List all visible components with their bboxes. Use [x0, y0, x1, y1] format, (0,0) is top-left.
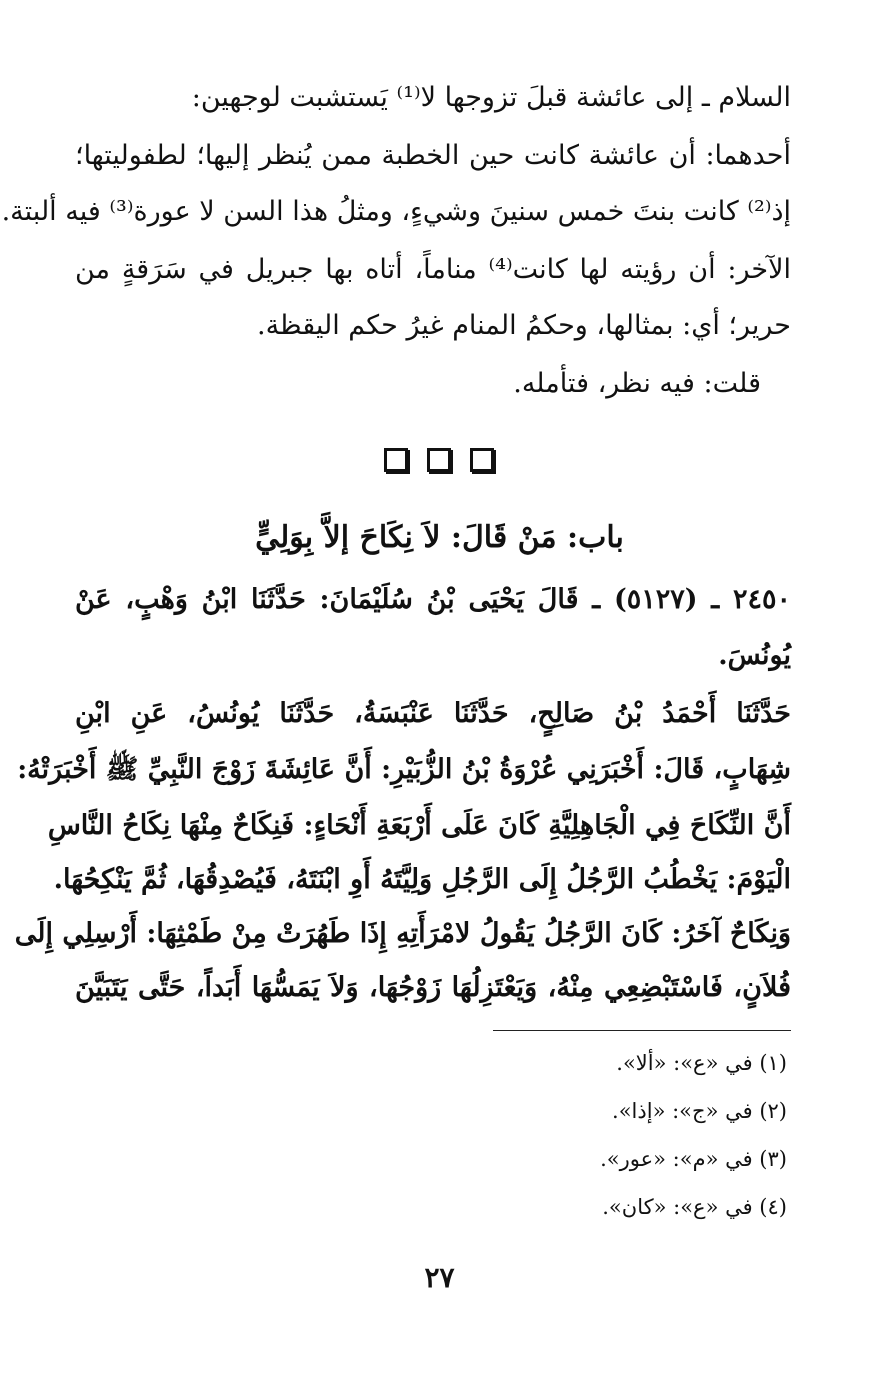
commentary-line-2: أحدهما: أن عائشة كانت حين الخطبة ممن يُنظر إليها؛ لطفوليتها؛	[75, 140, 791, 171]
section-separator	[384, 448, 494, 472]
separator-square-icon	[384, 448, 408, 472]
hadith-line-7: وَنِكَاحٌ آخَرُ: كَانَ الرَّجُلُ يَقُولُ لامْرَأَتِهِ إِذَا طَهُرَتْ مِنْ طَمْثِهَا: أَرْسِلِي إِلَى	[14, 918, 791, 949]
commentary-line-5: حرير؛ أي: بمثالها، وحكمُ المنام غيرُ حكم اليقظة.	[256, 310, 791, 341]
commentary-line-1: السلام ـ إلى عائشة قبلَ تزوجها لا⁽¹⁾ يَستشبت لوجهين:	[191, 82, 791, 113]
hadith-line-5: أَنَّ النِّكَاحَ فِي الْجَاهِلِيَّةِ كَانَ عَلَى أَرْبَعَةِ أَنْحَاءٍ: فَنِكَاحٌ مِنْهَا نِكَاحُ النَّاسِ	[47, 810, 791, 841]
footnote-divider	[493, 1030, 791, 1031]
commentary-line-4: الآخر: أن رؤيته لها كانت⁽⁴⁾ مناماً، أتاه بها جبريل في سَرَقةٍ من	[75, 254, 791, 285]
separator-square-icon	[470, 448, 494, 472]
commentary-line-3: إذ⁽²⁾ كانت بنتَ خمس سنينَ وشيءٍ، ومثلُ هذا السن لا عورة⁽³⁾ فيه ألبتة.	[1, 196, 791, 227]
hadith-line-8: فُلاَنٍ، فَاسْتَبْضِعِي مِنْهُ، وَيَعْتَزِلُهَا زَوْجُهَا، وَلاَ يَمَسُّهَا أَبَداً، حَتَّى يَتَبَيَّنَ	[75, 972, 791, 1003]
hadith-line-2: يُونُسَ.	[718, 640, 791, 671]
footnote-2: (٢) في «ج»: «إذا».	[612, 1099, 787, 1123]
hadith-line-6: الْيَوْمَ: يَخْطُبُ الرَّجُلُ إِلَى الرَّجُلِ وَلِيَّتَهُ أَوِ ابْنَتَهُ، فَيُصْدِقُهَا، ثُمَّ يَنْكِحُهَا.	[53, 864, 791, 895]
separator-square-icon	[427, 448, 451, 472]
footnote-3: (٣) في «م»: «عور».	[600, 1147, 787, 1171]
hadith-line-4: شِهَابٍ، قَالَ: أَخْبَرَنِي عُرْوَةُ بْنُ الزُّبَيْرِ: أَنَّ عَائِشَةَ زَوْجَ النَّبِيِّ ﷺ أَخْبَرَتْهُ:	[17, 754, 791, 785]
page-number: ٢٧	[424, 1261, 455, 1294]
hadith-line-1: ٢٤٥٠ ـ (٥١٢٧) ـ قَالَ يَحْيَى بْنُ سُلَيْمَانَ: حَدَّثَنَا ابْنُ وَهْبٍ، عَنْ	[75, 584, 791, 615]
hadith-line-3: حَدَّثَنَا أَحْمَدُ بْنُ صَالِحٍ، حَدَّثَنَا عَنْبَسَةُ، حَدَّثَنَا يُونُسُ، عَنِ ابْنِ	[75, 698, 791, 729]
footnote-4: (٤) في «ع»: «كان».	[602, 1195, 787, 1219]
footnote-1: (١) في «ع»: «ألا».	[616, 1051, 787, 1075]
chapter-heading: باب: مَنْ قَالَ: لاَ نِكَاحَ إلاَّ بِوَلِيٍّ	[255, 520, 624, 555]
commentary-line-6: قلت: فيه نظر، فتأمله.	[513, 368, 761, 399]
